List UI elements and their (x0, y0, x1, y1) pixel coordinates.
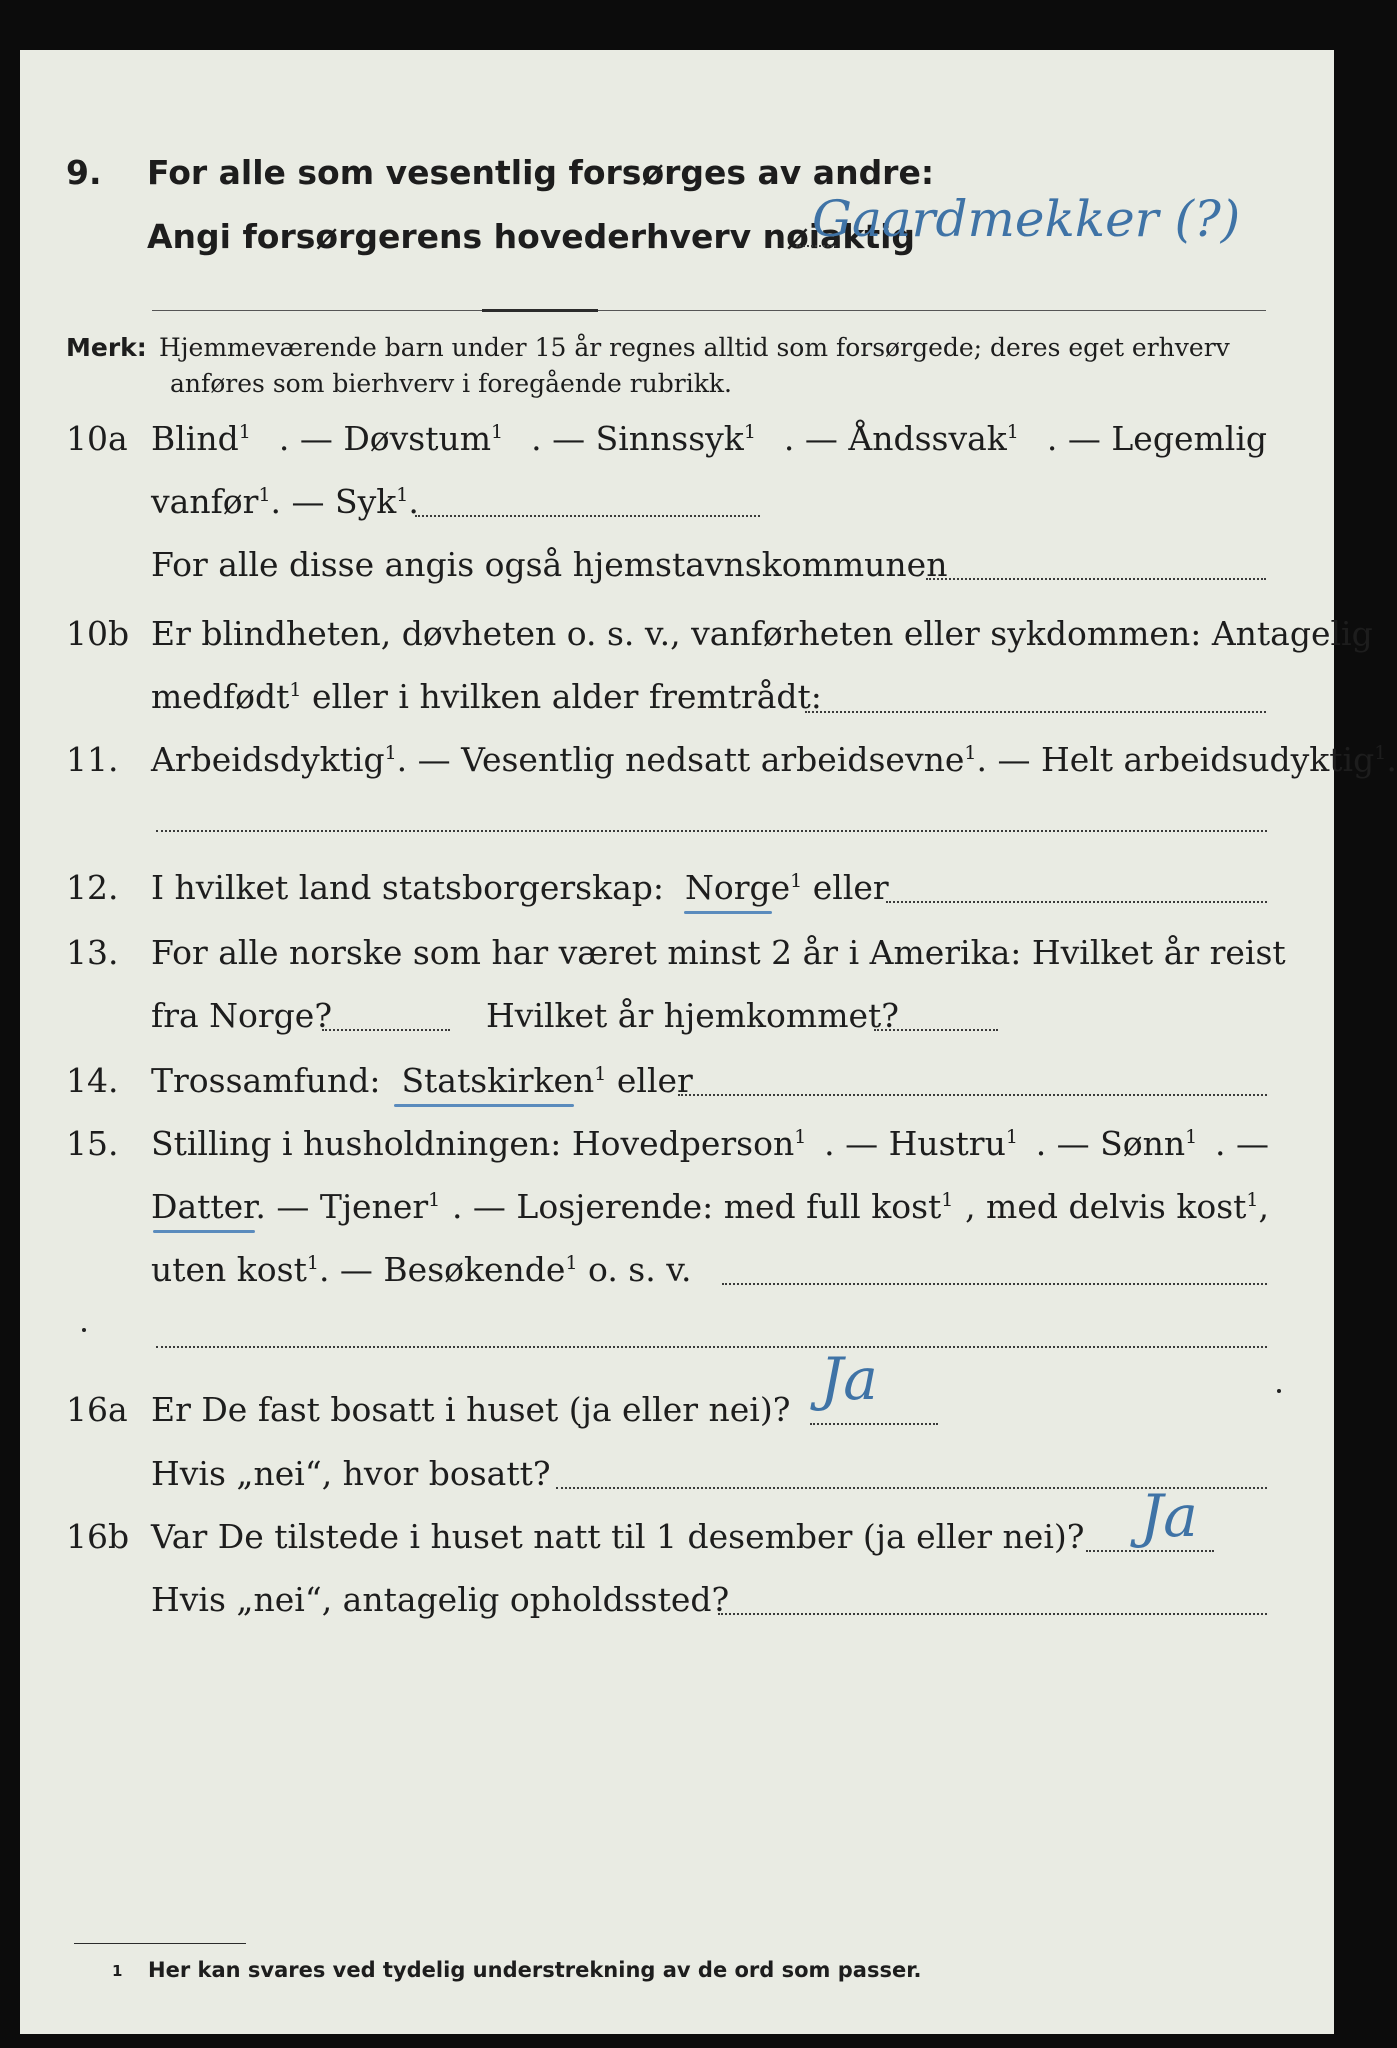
divider-accent (482, 309, 598, 312)
q12-line: I hvilket land statsborgerskap: Norge$^1$ eller (151, 868, 889, 907)
ink-speck-2 (1277, 1389, 1281, 1393)
opt-blind: Blind (151, 419, 239, 458)
q16b-line1: Var De tilstede i huset natt til 1 desember (ja eller nei)? (151, 1517, 1085, 1556)
opt-dovstum: . — Døvstum (278, 419, 492, 458)
merk-line1: Hjemmeværende barn under 15 år regnes alltid som forsørgede; deres eget erhverv (159, 333, 1230, 362)
q10b-dotline (805, 711, 1266, 713)
q14-number: 14. (66, 1061, 119, 1100)
q15-second-dotline (156, 1346, 1267, 1348)
q10b-number: 10b (66, 614, 130, 653)
opt-sinnssyk: . — Sinnssyk (531, 419, 744, 458)
q9-line2: Angi forsørgerens hovederhverv nøiaktig (147, 217, 916, 256)
q14-dotline (678, 1094, 1267, 1096)
opt-andssvak: . — Åndssvak (783, 419, 1007, 458)
q13-line2b: Hvilket år hjemkommet? (486, 996, 899, 1035)
norge-underline (684, 911, 772, 914)
divider-line (152, 310, 1266, 311)
q16b-number: 16b (66, 1517, 130, 1556)
statskirken-underline (394, 1104, 574, 1107)
q15-line3: uten kost$^1$. — Besøkende$^1$ o. s. v. (151, 1250, 692, 1289)
q13-line2a: fra Norge? (151, 996, 333, 1035)
q16a-handwritten-answer: Ja (820, 1345, 878, 1413)
q12-dotline (886, 901, 1267, 903)
q16a-line2: Hvis „nei“, hvor bosatt? (151, 1454, 551, 1493)
q16b-line2: Hvis „nei“, antagelig opholdssted? (151, 1580, 730, 1619)
footnote-rule (74, 1943, 246, 1944)
q15-number: 15. (66, 1124, 119, 1163)
q13-number: 13. (66, 933, 119, 972)
q9-number: 9. (66, 153, 102, 192)
q10b-line1: Er blindheten, døvheten o. s. v., vanførheten eller sykdommen: Antagelig (151, 614, 1373, 653)
opt-datter: Datter (151, 1187, 256, 1226)
q12-number: 12. (66, 868, 119, 907)
opt-norge: Norge (685, 868, 791, 907)
q16a-number: 16a (66, 1390, 128, 1429)
q10b-line2: medfødt$^1$ eller i hvilken alder fremtrådt: (151, 677, 822, 716)
q15-line1: Stilling i husholdningen: Hovedperson$^1$ . — Hustru$^1$ . — Sønn$^1$ . — (151, 1124, 1269, 1163)
q16b-handwritten-answer: Ja (1140, 1482, 1198, 1550)
q16b-dotline (1086, 1550, 1214, 1552)
q9-handwritten-answer: Gaardmekker (?) (812, 190, 1241, 248)
q15-dotline (722, 1283, 1267, 1285)
q13-reist-dotline (322, 1029, 450, 1031)
q16a-dotline (810, 1423, 938, 1425)
merk-label: Merk: (66, 333, 147, 362)
q10a-syk-dotline (415, 515, 760, 517)
q11-dotline (156, 830, 1267, 832)
q16b-opholdssted-dotline (718, 1613, 1267, 1615)
q11-number: 11. (66, 740, 119, 779)
opt-legemlig: . — Legemlig (1046, 419, 1267, 458)
q10a-line1: Blind$^1$ . — Døvstum$^1$ . — Sinnssyk$^1$ . — Åndssvak$^1$ . — Legemlig (151, 419, 1267, 458)
datter-underline (153, 1230, 255, 1233)
q10a-hjemstavn-dotline (926, 578, 1266, 580)
ink-speck (82, 1328, 86, 1332)
q14-line: Trossamfund: Statskirken$^1$ eller (151, 1061, 693, 1100)
q10a-line2: vanfør$^1$. — Syk$^1$. (151, 482, 419, 521)
q9-line1: For alle som vesentlig forsørges av andre: (147, 153, 935, 192)
census-form-page (20, 50, 1397, 2034)
q13-line1: For alle norske som har været minst 2 år i Amerika: Hvilket år reist (151, 933, 1286, 972)
q10a-line3: For alle disse angis også hjemstavnskommunen (151, 545, 948, 584)
footnote-mark: 1 (112, 1962, 123, 1980)
q16a-line1: Er De fast bosatt i huset (ja eller nei)? (151, 1390, 791, 1429)
footnote-text: Her kan svares ved tydelig understrekning av de ord som passer. (148, 1958, 922, 1982)
merk-line2: anføres som bierhverv i foregående rubrikk. (170, 369, 732, 398)
q10a-number: 10a (66, 419, 128, 458)
q11-line: Arbeidsdyktig$^1$. — Vesentlig nedsatt arbeidsevne$^1$. — Helt arbeidsudyktig$^1$. (151, 740, 1397, 779)
q13-hjem-dotline (874, 1029, 998, 1031)
q15-line2: Datter. — Tjener$^1$ . — Losjerende: med full kost$^1$ , med delvis kost$^1$, (151, 1187, 1269, 1226)
opt-statskirken: Statskirken (401, 1061, 595, 1100)
